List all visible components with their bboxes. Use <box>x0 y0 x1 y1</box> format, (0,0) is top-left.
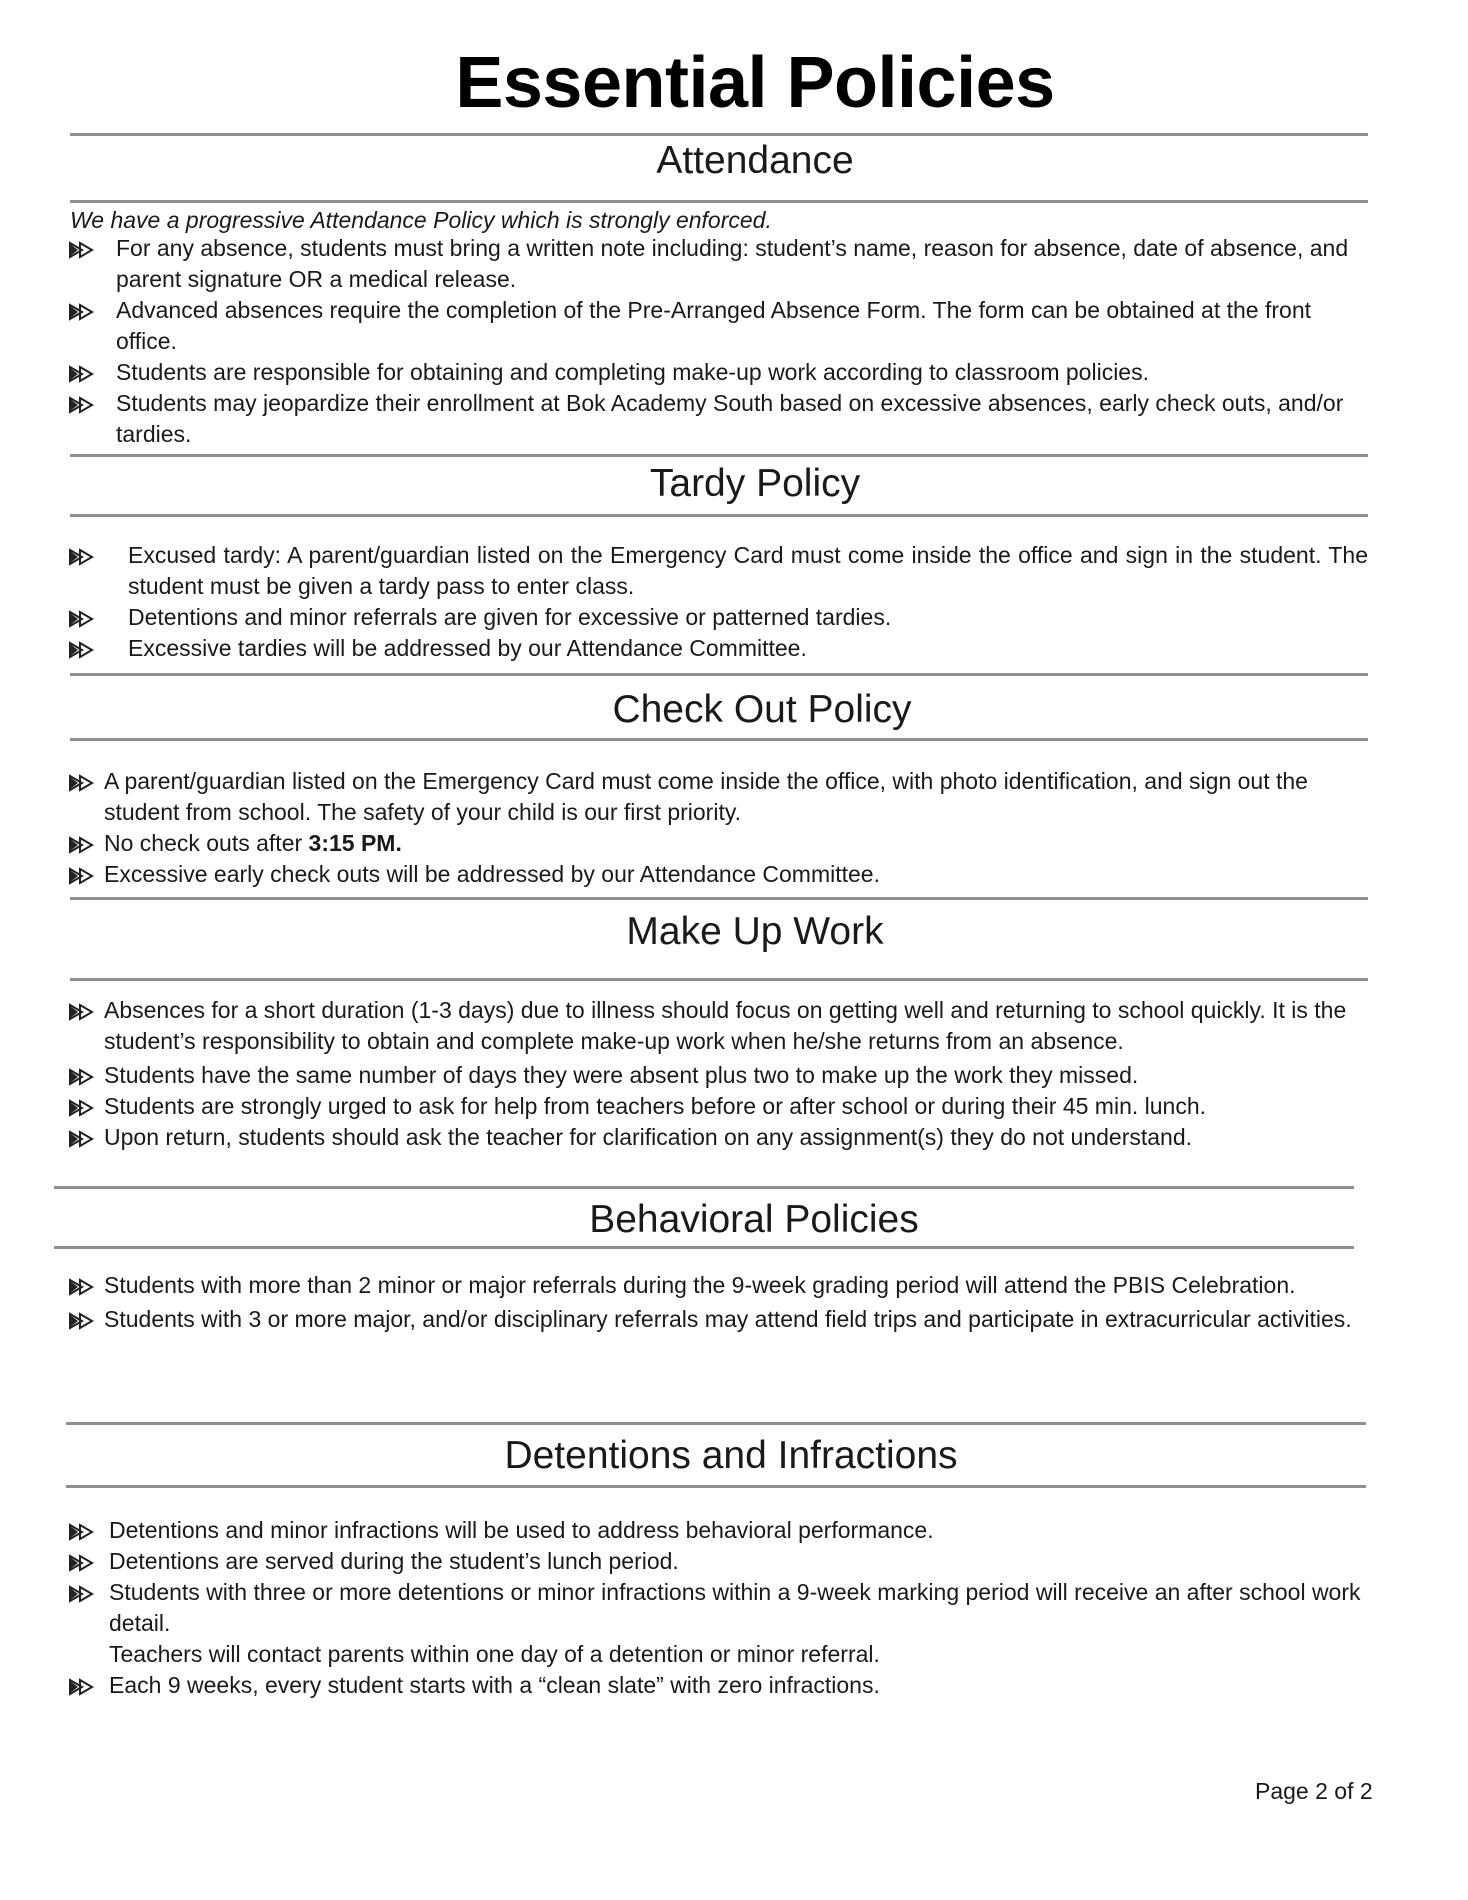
section-heading-checkout: Check Out Policy <box>612 688 912 731</box>
section-heading-attendance: Attendance <box>656 139 854 182</box>
divider <box>70 738 1368 741</box>
divider <box>70 454 1368 457</box>
list-item: Detentions and minor infractions will be used to address behavioral performance. <box>109 1515 1369 1546</box>
list-item: Detentions are served during the student’s lunch period. <box>109 1546 1369 1577</box>
double-arrow-bullet-icon <box>66 1311 96 1331</box>
divider <box>70 200 1368 203</box>
double-arrow-bullet-icon <box>66 364 96 384</box>
page-number: Page 2 of 2 <box>1255 1778 1373 1804</box>
double-arrow-bullet-icon <box>66 1098 96 1118</box>
double-arrow-bullet-icon <box>66 1129 96 1149</box>
section-heading-makeup: Make Up Work <box>626 910 884 953</box>
list-item: Students have the same number of days they were absent plus two to make up the work they missed. <box>104 1060 1394 1091</box>
double-arrow-bullet-icon <box>66 1584 96 1604</box>
list-item: Upon return, students should ask the teacher for clarification on any assignment(s) they do not understand. <box>104 1122 1394 1153</box>
section-heading-behavioral: Behavioral Policies <box>589 1198 919 1241</box>
double-arrow-bullet-icon <box>66 302 96 322</box>
divider <box>70 133 1368 136</box>
divider <box>54 1246 1354 1249</box>
divider <box>54 1186 1354 1189</box>
list-item: Students with 3 or more major, and/or disciplinary referrals may attend field trips and participate in extracurricular activities. <box>104 1302 1394 1336</box>
checkout-cutoff-time: 3:15 PM. <box>308 830 402 856</box>
section-heading-detentions: Detentions and Infractions <box>504 1434 958 1477</box>
list-item: Students are responsible for obtaining and completing make-up work according to classroom policies. <box>116 357 1366 388</box>
double-arrow-bullet-icon <box>66 1677 96 1697</box>
list-item: Students with more than 2 minor or major referrals during the 9-week grading period will attend the PBIS Celebration. <box>104 1268 1394 1302</box>
divider <box>66 1485 1366 1488</box>
list-item: Students are strongly urged to ask for help from teachers before or after school or during their 45 min. lunch. <box>104 1091 1394 1122</box>
attendance-intro: We have a progressive Attendance Policy which is strongly enforced. <box>70 207 772 233</box>
list-item: Detentions and minor referrals are given for excessive or patterned tardies. <box>128 602 1368 633</box>
list-item: Advanced absences require the completion of the Pre-Arranged Absence Form. The form can be obtained at the front office. <box>116 295 1366 357</box>
double-arrow-bullet-icon <box>66 640 96 660</box>
divider <box>70 514 1368 517</box>
makeup-list <box>104 995 1394 1153</box>
list-item: Excessive early check outs will be addressed by our Attendance Committee. <box>104 859 1368 890</box>
page-title: Essential Policies <box>455 43 1055 123</box>
double-arrow-bullet-icon <box>66 866 96 886</box>
attendance-list <box>116 233 1366 450</box>
double-arrow-bullet-icon <box>66 547 96 567</box>
list-item: Students with three or more detentions or minor infractions within a 9-week marking period will receive an after school work detail. <box>109 1577 1369 1639</box>
list-item: For any absence, students must bring a written note including: student’s name, reason for absence, date of absence, and parent signature OR a medical release. <box>116 233 1366 295</box>
double-arrow-bullet-icon <box>66 1067 96 1087</box>
list-item: Each 9 weeks, every student starts with a “clean slate” with zero infractions. <box>109 1670 1369 1701</box>
list-item: Excused tardy: A parent/guardian listed on the Emergency Card must come inside the office and sign in the student. The student must be given a tardy pass to enter class. <box>128 540 1368 602</box>
double-arrow-bullet-icon <box>66 1277 96 1297</box>
double-arrow-bullet-icon <box>66 1522 96 1542</box>
list-item: Students may jeopardize their enrollment at Bok Academy South based on excessive absences, early check outs, and/or tardies. <box>116 388 1366 450</box>
detentions-list <box>109 1515 1369 1701</box>
double-arrow-bullet-icon <box>66 1553 96 1573</box>
divider <box>70 673 1368 676</box>
double-arrow-bullet-icon <box>66 1002 96 1022</box>
section-heading-tardy: Tardy Policy <box>649 462 861 505</box>
checkout-list <box>104 766 1368 890</box>
list-item: Teachers will contact parents within one day of a detention or minor referral. <box>109 1641 880 1667</box>
divider <box>66 1422 1366 1425</box>
double-arrow-bullet-icon <box>66 395 96 415</box>
double-arrow-bullet-icon <box>66 835 96 855</box>
double-arrow-bullet-icon <box>66 609 96 629</box>
list-item: Absences for a short duration (1-3 days) due to illness should focus on getting well and returning to school quickly. It is the student’s responsibility to obtain and complete make-up work when he/she returns from an absence. <box>104 995 1394 1057</box>
tardy-list <box>128 540 1368 664</box>
list-item: No check outs after 3:15 PM. <box>104 828 1368 859</box>
list-item: A parent/guardian listed on the Emergency Card must come inside the office, with photo identification, and sign out the student from school. The safety of your child is our first priority. <box>104 766 1368 828</box>
behavioral-list <box>104 1268 1394 1336</box>
list-item: Excessive tardies will be addressed by our Attendance Committee. <box>128 633 1368 664</box>
double-arrow-bullet-icon <box>66 240 96 260</box>
double-arrow-bullet-icon <box>66 773 96 793</box>
divider <box>70 897 1368 900</box>
divider <box>70 978 1368 981</box>
